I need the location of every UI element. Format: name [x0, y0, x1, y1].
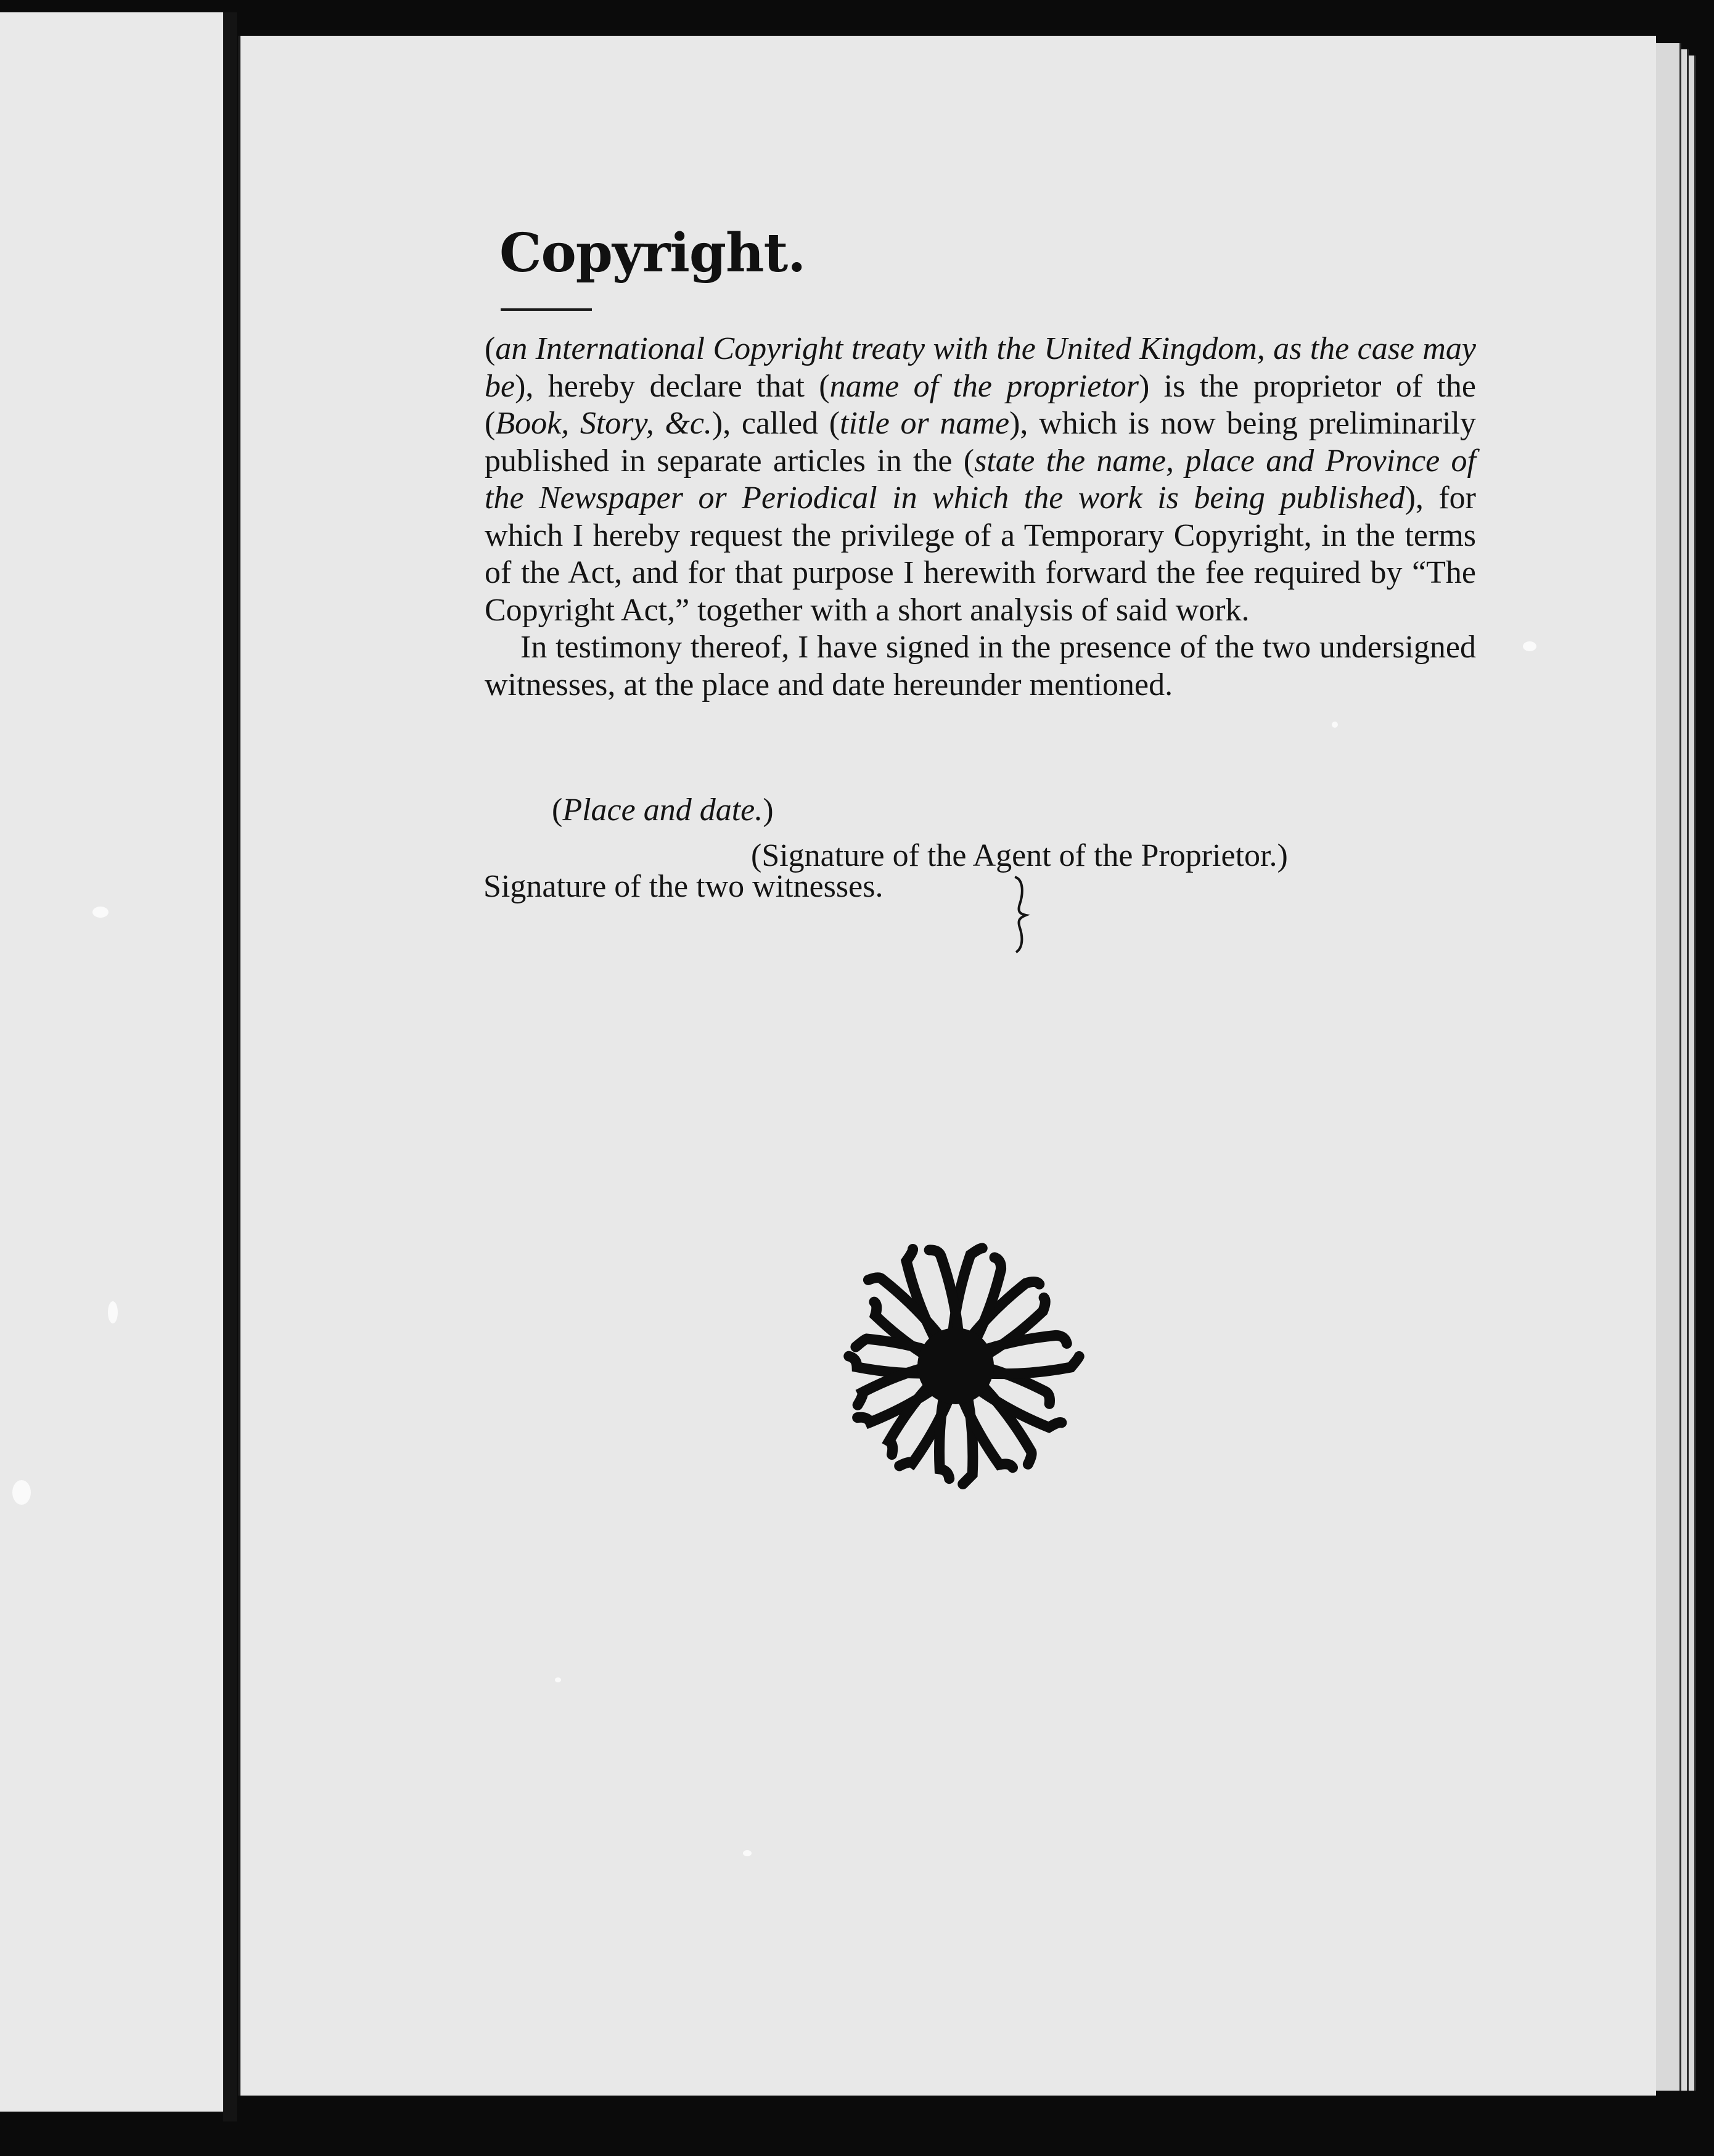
text-run: ), called (	[711, 406, 840, 441]
body-text	[485, 331, 1476, 704]
text-run: state the name, place and Province of the Newspaper or Periodical in which the work is being published	[485, 443, 1476, 516]
text-run: title or name	[840, 406, 1010, 441]
dust-speck	[12, 1480, 31, 1505]
place-date-label: Place and date.	[562, 792, 763, 828]
dust-speck	[1332, 722, 1338, 728]
text-run: name of the proprietor	[829, 368, 1139, 404]
sun-ornament-icon	[814, 1227, 1097, 1505]
text-run: an International Copyright treaty with the United Kingdom, as the case may be	[485, 331, 1476, 404]
text-run: ), hereby declare that (	[515, 368, 830, 404]
page-title: Copyright.	[499, 222, 806, 284]
ornament-core	[917, 1328, 994, 1404]
text-run: Book, Story, &c.	[495, 406, 712, 441]
testimony-paragraph	[485, 629, 1476, 704]
previous-page	[0, 12, 223, 2112]
dust-speck	[743, 1850, 752, 1856]
dust-speck	[555, 1677, 561, 1682]
brace-icon	[1011, 874, 1030, 955]
title-rule	[501, 308, 592, 311]
page-edge	[1655, 43, 1681, 2091]
dust-speck	[108, 1301, 118, 1323]
agent-signature-line: (Signature of the Agent of the Proprietor.)	[751, 838, 1288, 873]
text-run: ), for which I hereby request the privilege of a Temporary Copyright, in the terms of the Act, and for that purpose I herewith forward the fee required by “The Copyright Act,” together with a short analysis of said work.	[485, 480, 1476, 628]
place-and-date: (Place and date.)	[552, 792, 774, 828]
declaration-paragraph: (an International Copyright treaty with the United Kingdom, as the case may be), hereby declare that (name of the proprietor) is the proprietor of the (Book, Story, &c.), called (title or name), which is now being preliminarily published in separate articles in the (state the name, place and Province of the Newspaper or Periodical in which the work is being published), for which I hereby request the privilege of a Temporary Copyright, in the terms of the Act, and for that purpose I herewith forward the fee required by “The Copyright Act,” together with a short analysis of said work.	[485, 331, 1477, 628]
text-run: In testimony thereof, I have signed in the presence of the two undersigned witnesses, at the place and date hereunder mentioned.	[485, 630, 1476, 702]
text-run: ), which is now being preliminarily published in separate articles in the (	[485, 406, 1477, 479]
dust-speck	[1523, 641, 1536, 651]
witness-signature-line: Signature of the two witnesses.	[483, 869, 884, 904]
text-run: ) is the proprietor of the (	[485, 368, 1477, 441]
book-gutter	[223, 12, 237, 2121]
dust-speck	[92, 907, 109, 918]
